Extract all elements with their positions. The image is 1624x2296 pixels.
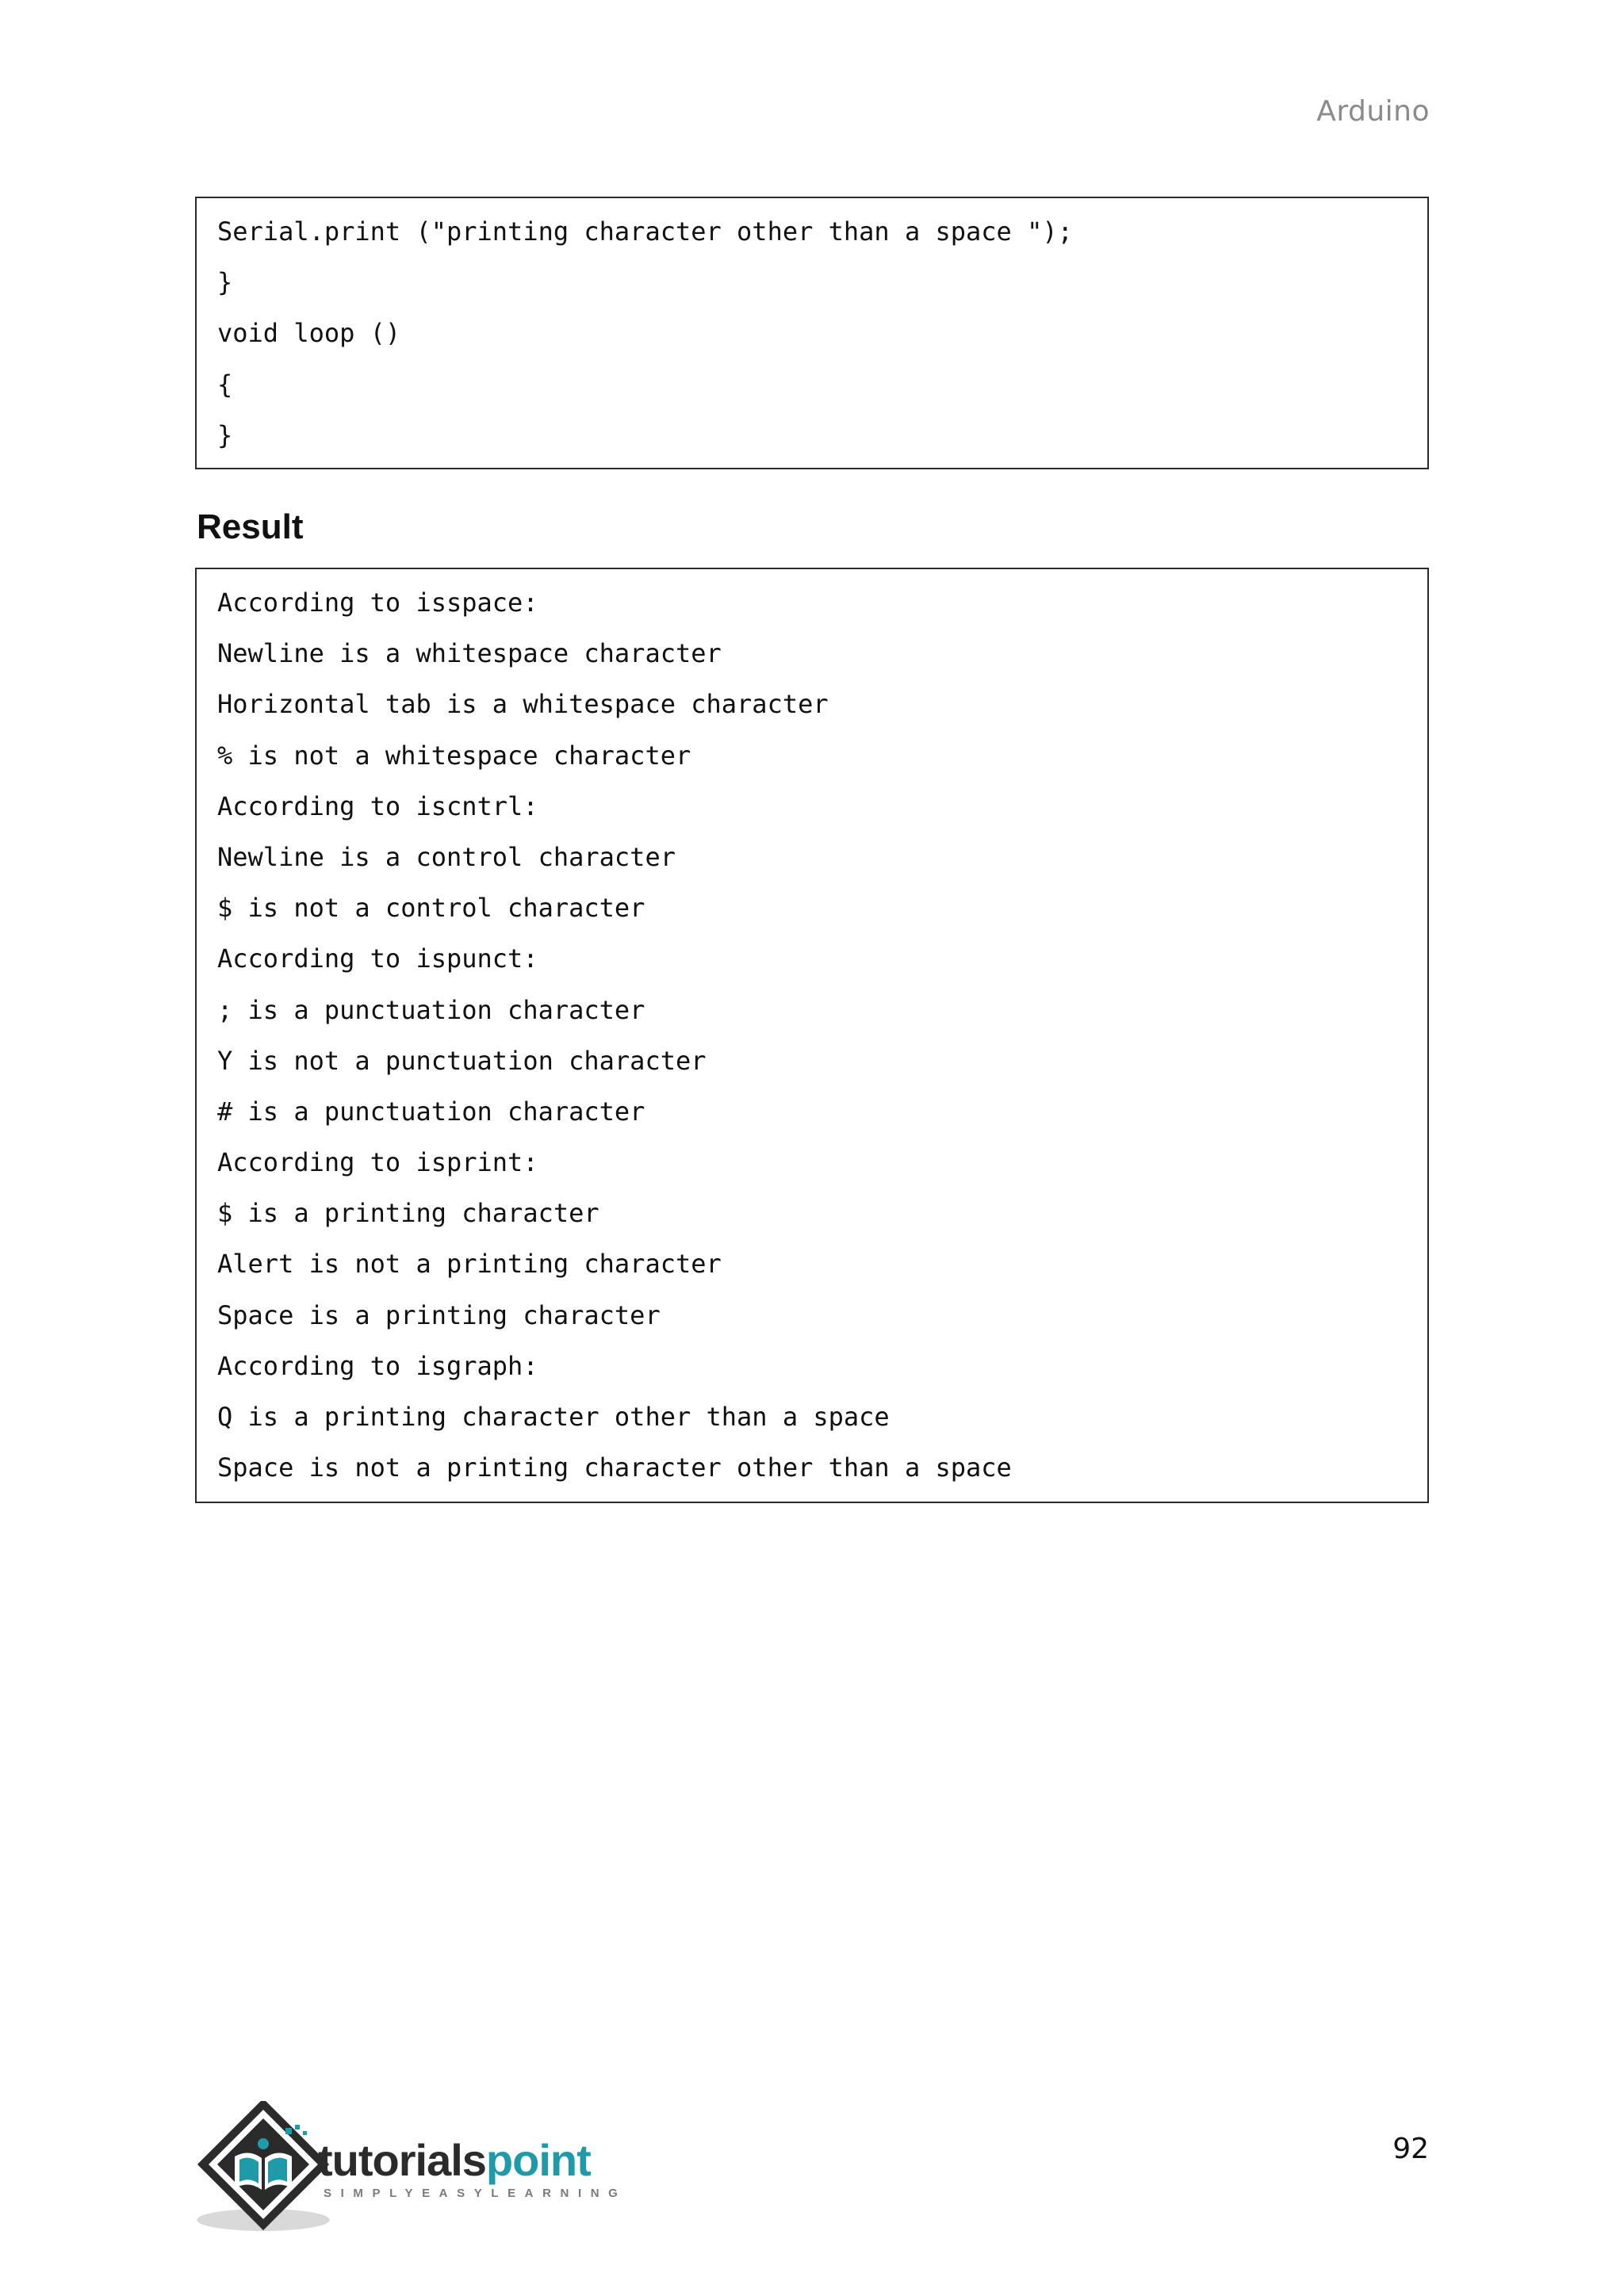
logo-word-tutorials: tutorials (318, 2135, 486, 2185)
code-line: Serial.print ("printing character other than a space "); (217, 216, 1073, 247)
output-line: ; is a punctuation character (217, 994, 645, 1025)
result-output-block (195, 568, 1429, 1503)
output-line: According to isprint: (217, 1147, 538, 1178)
section-heading-result: Result (197, 507, 304, 546)
output-line: According to ispunct: (217, 943, 538, 974)
logo-word-point: point (485, 2135, 591, 2185)
output-line: According to isspace: (217, 587, 538, 618)
running-header: Arduino (1316, 95, 1430, 128)
output-line: Q is a printing character other than a space (217, 1402, 890, 1432)
logo-tagline: SIMPLYEASYLEARNING (324, 2187, 627, 2200)
output-line: Newline is a control character (217, 841, 676, 872)
output-line: # is a punctuation character (217, 1096, 645, 1127)
tutorialspoint-book-diamond-icon (195, 2101, 338, 2236)
output-line: Space is a printing character (217, 1299, 661, 1330)
code-line: { (217, 369, 233, 400)
output-line: According to isgraph: (217, 1350, 538, 1381)
code-line: void loop () (217, 318, 401, 349)
output-line: Newline is a whitespace character (217, 638, 722, 669)
output-line: % is not a whitespace character (217, 740, 691, 771)
output-line: $ is not a control character (217, 893, 645, 924)
output-line: Space is not a printing character other than a space (217, 1452, 1012, 1483)
tutorialspoint-logo (195, 2101, 639, 2236)
output-line: Y is not a punctuation character (217, 1045, 707, 1076)
output-line: According to iscntrl: (217, 790, 538, 821)
output-line: Horizontal tab is a whitespace character (217, 689, 829, 720)
code-line: } (217, 267, 233, 298)
output-line: $ is a printing character (217, 1198, 599, 1229)
logo-wordmark (318, 2134, 591, 2186)
code-line: } (217, 419, 233, 450)
page-number: 92 (1392, 2133, 1429, 2165)
code-block (195, 197, 1429, 469)
output-line: Alert is not a printing character (217, 1249, 722, 1280)
